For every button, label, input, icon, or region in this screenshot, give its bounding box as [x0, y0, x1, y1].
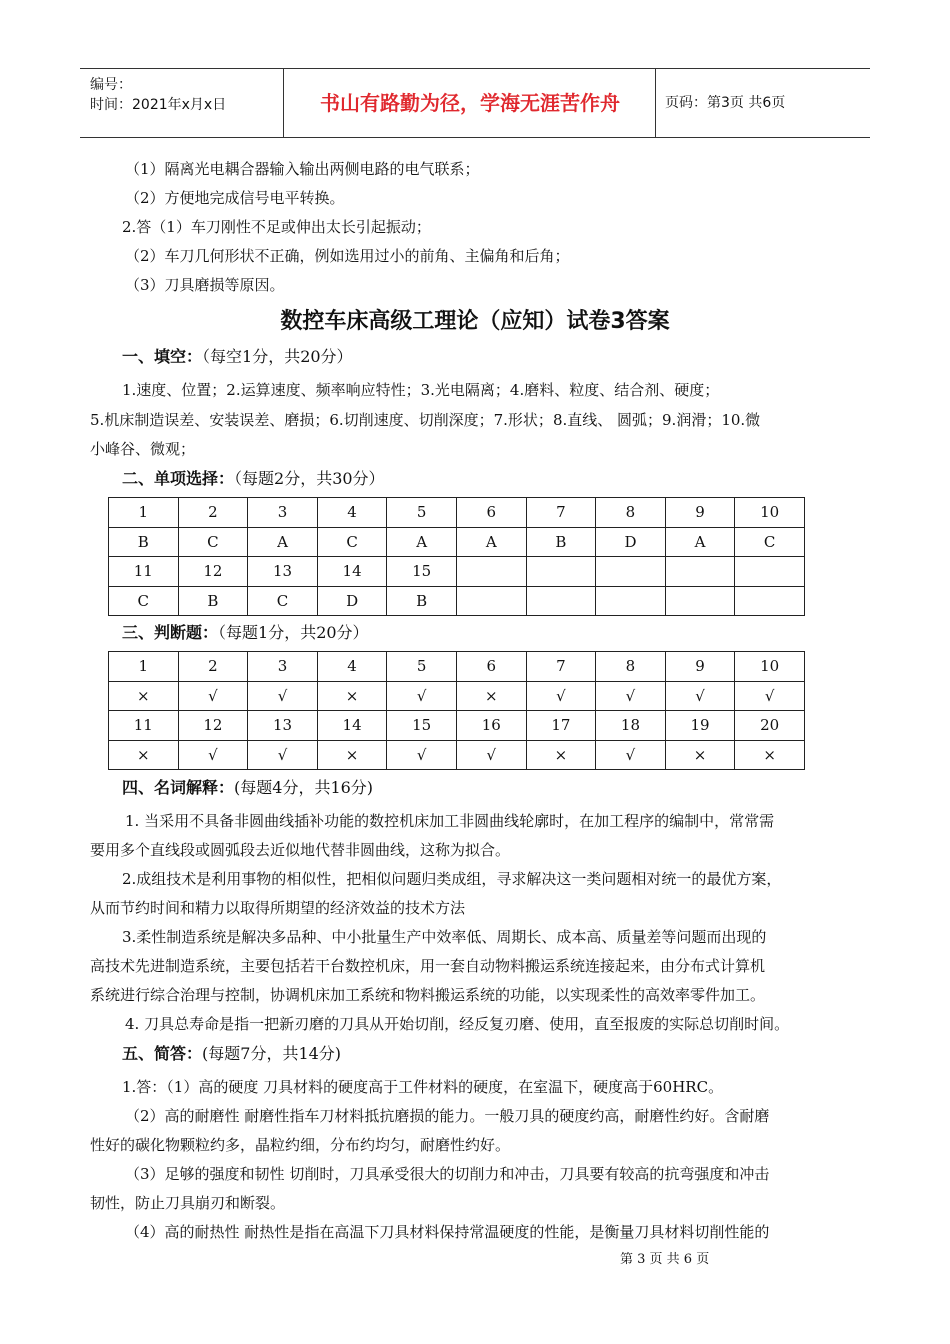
- text-line: 要用多个直线段或圆弧段去近似地代替非圆曲线，这称为拟合。: [90, 841, 511, 859]
- table-cell: B: [109, 527, 179, 557]
- table-cell: 6: [456, 652, 526, 682]
- table-cell: [665, 557, 735, 587]
- text-line: 1.答：（1）高的硬度 刀具材料的硬度高于工件材料的硬度，在室温下，硬度高于60HRC。: [122, 1078, 724, 1096]
- table-cell: C: [735, 527, 805, 557]
- section-title: 一、填空：: [122, 347, 203, 366]
- table-cell: 6: [456, 498, 526, 528]
- table-cell: √: [178, 740, 248, 770]
- table-cell: 3: [248, 652, 318, 682]
- table-cell: ×: [665, 740, 735, 770]
- text-line: 系统进行综合治理与控制，协调机床加工系统和物料搬运系统的功能，以实现柔性的高效率零件加工。: [90, 986, 766, 1004]
- table-row: [109, 527, 805, 557]
- table-row: [109, 498, 805, 528]
- header-divider: [655, 69, 656, 137]
- section-heading: [122, 777, 373, 799]
- table-cell: ×: [109, 681, 179, 711]
- page-footer: 第 3 页 共 6 页: [620, 1252, 710, 1267]
- table-cell: 12: [178, 557, 248, 587]
- section-heading: [122, 346, 353, 368]
- table-cell: ×: [735, 740, 805, 770]
- text-line: 3.柔性制造系统是解决多品种、中小批量生产中效率低、周期长、成本高、质量差等问题而出现的: [122, 928, 767, 946]
- table-cell: √: [665, 681, 735, 711]
- table-cell: [456, 557, 526, 587]
- table-cell: B: [387, 586, 457, 616]
- section-title: 三、判断题：: [122, 623, 219, 642]
- text-line: （3）足够的强度和韧性 切削时，刀具承受很大的切削力和冲击，刀具要有较高的抗弯强度和冲击: [125, 1165, 770, 1183]
- table-cell: 3: [248, 498, 318, 528]
- text-line: （2）高的耐磨性 耐磨性指车刀材料抵抗磨损的能力。一般刀具的硬度约高，耐磨性约好。含耐磨: [125, 1107, 770, 1125]
- table-cell: D: [317, 586, 387, 616]
- table-cell: √: [735, 681, 805, 711]
- page-header: [80, 68, 870, 138]
- table-cell: A: [248, 527, 318, 557]
- table-row: [109, 681, 805, 711]
- text-line: 2.成组技术是利用事物的相似性，把相似问题归类成组，寻求解决这一类问题相对统一的最优方案，: [122, 870, 782, 888]
- table-cell: ×: [526, 740, 596, 770]
- text-line: （1）隔离光电耦合器输入输出两侧电路的电气联系；: [125, 160, 480, 178]
- text-line: 韧性，防止刀具崩刃和断裂。: [90, 1194, 286, 1212]
- table-cell: [526, 586, 596, 616]
- table-cell: 7: [526, 498, 596, 528]
- table-cell: C: [178, 527, 248, 557]
- text-line: 高技术先进制造系统，主要包括若干台数控机床，用一套自动物料搬运系统连接起来，由分布式计算机: [90, 957, 766, 975]
- table-cell: A: [665, 527, 735, 557]
- table-cell: √: [387, 681, 457, 711]
- table-cell: ×: [317, 681, 387, 711]
- table-row: [109, 586, 805, 616]
- table-cell: [456, 586, 526, 616]
- table-cell: 12: [178, 711, 248, 741]
- table-row: [109, 711, 805, 741]
- header-meta: [90, 75, 226, 115]
- table-cell: √: [456, 740, 526, 770]
- table-cell: D: [596, 527, 666, 557]
- table-cell: 8: [596, 652, 666, 682]
- table-cell: 9: [665, 498, 735, 528]
- table-cell: [596, 557, 666, 587]
- table-cell: [665, 586, 735, 616]
- page-number-label: 页码：第3页 共6页: [665, 95, 786, 111]
- text-line: 2.答（1）车刀刚性不足或伸出太长引起振动；: [122, 218, 431, 236]
- table-cell: 10: [735, 652, 805, 682]
- table-cell: 1: [109, 498, 179, 528]
- section-score: （每题1分，共20分）: [218, 623, 369, 642]
- table-cell: 19: [665, 711, 735, 741]
- table-cell: 9: [665, 652, 735, 682]
- table-row: [109, 740, 805, 770]
- serial-label: 编号：: [90, 77, 132, 93]
- section-title: 二、单项选择：: [122, 469, 235, 488]
- table-cell: [735, 557, 805, 587]
- table-cell: 8: [596, 498, 666, 528]
- choice-answer-table: [108, 497, 805, 616]
- section-score: (每题4分，共16分): [234, 778, 374, 797]
- section-heading: [122, 1043, 341, 1065]
- table-cell: 13: [248, 711, 318, 741]
- section-score: （每空1分，共20分）: [202, 347, 353, 366]
- text-line: （2）车刀几何形状不正确，例如选用过小的前角、主偏角和后角；: [125, 247, 570, 265]
- table-cell: 15: [387, 711, 457, 741]
- header-divider: [283, 69, 284, 137]
- table-cell: B: [178, 586, 248, 616]
- table-cell: 16: [456, 711, 526, 741]
- section-title: 四、名词解释：: [122, 778, 235, 797]
- table-cell: [596, 586, 666, 616]
- table-cell: [735, 586, 805, 616]
- table-cell: 14: [317, 711, 387, 741]
- table-cell: 7: [526, 652, 596, 682]
- table-cell: 10: [735, 498, 805, 528]
- table-cell: 4: [317, 498, 387, 528]
- table-cell: B: [526, 527, 596, 557]
- table-cell: 4: [317, 652, 387, 682]
- header-motto: 书山有路勤为径，学海无涯苦作舟: [320, 91, 620, 115]
- table-cell: 11: [109, 557, 179, 587]
- table-cell: 13: [248, 557, 318, 587]
- section-score: （每题2分，共30分）: [234, 469, 385, 488]
- table-cell: C: [109, 586, 179, 616]
- table-cell: A: [387, 527, 457, 557]
- table-cell: 5: [387, 652, 457, 682]
- text-line: 1.速度、位置；2.运算速度、频率响应特性；3.光电隔离；4.磨料、粒度、结合剂、硬度；: [122, 381, 720, 399]
- section-title: 五、简答：: [122, 1044, 203, 1063]
- text-line: 从而节约时间和精力以取得所期望的经济效益的技术方法: [90, 899, 466, 917]
- text-line: 5.机床制造误差、安装误差、磨损；6.切削速度、切削深度；7.形状；8.直线、 圆弧；9.润滑；10.微: [90, 411, 761, 429]
- text-line: （3）刀具磨损等原因。: [125, 276, 285, 294]
- table-cell: 2: [178, 652, 248, 682]
- section-score: (每题7分，共14分): [202, 1044, 342, 1063]
- table-cell: 18: [596, 711, 666, 741]
- table-row: [109, 557, 805, 587]
- text-line: （2）方便地完成信号电平转换。: [125, 189, 345, 207]
- text-line: 性好的碳化物颗粒约多，晶粒约细，分布约均匀，耐磨性约好。: [90, 1136, 511, 1154]
- table-cell: 2: [178, 498, 248, 528]
- table-cell: √: [526, 681, 596, 711]
- section-heading: [122, 468, 385, 490]
- table-cell: ×: [317, 740, 387, 770]
- text-line: 1. 当采用不具备非圆曲线插补功能的数控机床加工非圆曲线轮廓时，在加工程序的编制中，常常需: [125, 812, 775, 830]
- table-cell: √: [387, 740, 457, 770]
- table-cell: √: [248, 740, 318, 770]
- judgment-answer-table: [108, 651, 805, 770]
- table-cell: √: [178, 681, 248, 711]
- table-cell: 5: [387, 498, 457, 528]
- table-cell: A: [456, 527, 526, 557]
- table-cell: 11: [109, 711, 179, 741]
- text-line: （4）高的耐热性 耐热性是指在高温下刀具材料保持常温硬度的性能，是衡量刀具材料切削性能的: [125, 1223, 770, 1241]
- table-cell: √: [596, 681, 666, 711]
- table-cell: 15: [387, 557, 457, 587]
- table-cell: C: [317, 527, 387, 557]
- page-title: 数控车床高级工理论（应知）试卷3答案: [280, 309, 670, 334]
- table-cell: ×: [456, 681, 526, 711]
- table-cell: 1: [109, 652, 179, 682]
- table-cell: 14: [317, 557, 387, 587]
- table-row: [109, 652, 805, 682]
- table-cell: 20: [735, 711, 805, 741]
- table-cell: ×: [109, 740, 179, 770]
- table-cell: 17: [526, 711, 596, 741]
- text-line: 4. 刀具总寿命是指一把新刃磨的刀具从开始切削，经反复刃磨、使用，直至报废的实际总切削时间。: [125, 1015, 790, 1033]
- section-heading: [122, 622, 369, 644]
- table-cell: C: [248, 586, 318, 616]
- table-cell: [526, 557, 596, 587]
- text-line: 小峰谷、微观；: [90, 440, 196, 458]
- table-cell: √: [248, 681, 318, 711]
- date-label: 时间：2021年x月x日: [90, 97, 227, 113]
- table-cell: √: [596, 740, 666, 770]
